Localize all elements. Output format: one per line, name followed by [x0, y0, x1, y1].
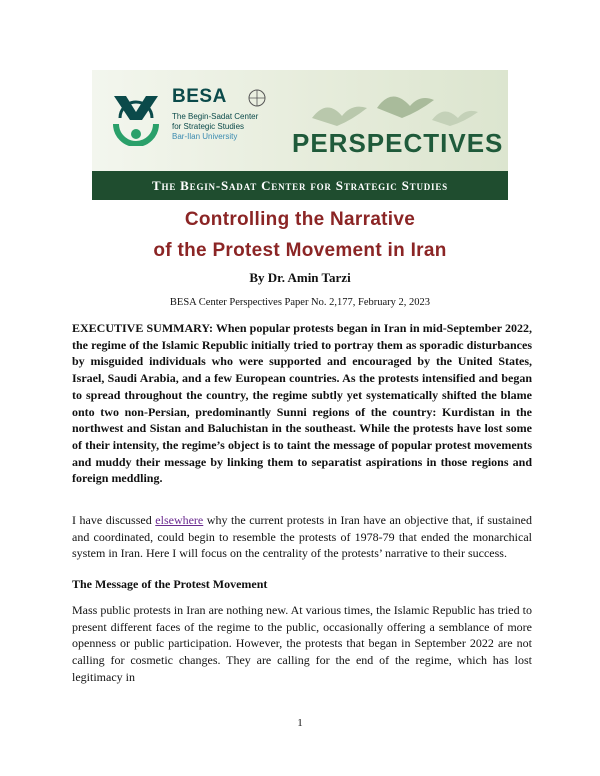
globe-icon	[246, 87, 268, 109]
brand-line-1: The Begin-Sadat Center	[172, 112, 259, 121]
perspectives-label: PERSPECTIVES	[292, 128, 504, 158]
paragraph-1	[72, 512, 532, 562]
paragraph-1-start: I have discussed	[72, 513, 156, 527]
brand-line-2: for Strategic Studies	[172, 122, 245, 131]
brand-name: BESA	[172, 86, 227, 107]
brand-line-3: Bar-Ilan University	[172, 132, 238, 141]
besa-logo-icon	[106, 82, 166, 146]
title-line-2: of the Protest Movement in Iran	[153, 240, 447, 261]
section-heading: The Message of the Protest Movement	[72, 577, 268, 591]
executive-summary: EXECUTIVE SUMMARY: When popular protests began in Iran in mid-September 2022, the regime of the Islamic Republic initially tried to portray them as sporadic disturbances by misguided individuals who were supported and encouraged by the United States, Israel, Saudi Arabia, and a few European countries. As the protests intensified and began to spread throughout the country, the regime subtly yet systematically shifted the blame onto two non-Persian, predominantly Sunni regions of the country: Kurdistan in the northwest and Sistan and Baluchistan in the southeast. While the protests have lost some of their intensity, the regime’s object is to taint the message of popular protest movements and muddy their message by linking them to separatist aspirations in those regions and foreign meddling.	[72, 321, 532, 486]
header-banner	[92, 70, 508, 200]
paragraph-2: Mass public protests in Iran are nothing new. At various times, the Islamic Republic has tried to present different faces of the regime to the public, occasionally offering a semblance of more openness or public participation. However, the protests that began in September 2022 are not calling for cosmetic changes. They are calling for the end of the regime, which has lost legitimacy in	[72, 603, 532, 684]
banner-top	[92, 70, 508, 171]
author: By Dr. Amin Tarzi	[249, 270, 351, 285]
center-name: The Begin-Sadat Center for Strategic Studies	[152, 177, 448, 193]
title-line-1: Controlling the Narrative	[184, 209, 416, 230]
banner-bar	[92, 171, 508, 200]
elsewhere-link[interactable]: elsewhere	[155, 513, 204, 527]
paper-meta: BESA Center Perspectives Paper No. 2,177, February 2, 2023	[169, 297, 431, 308]
page-number: 1	[297, 717, 303, 729]
paragraph-1-rest: why the current protests in Iran have an objective that, if sustained and coordinated, could begin to resemble the protests of 1978-79 that ended the monarchical system in Iran. Here I will focus on the centrality of the protests’ narrative to their success.	[72, 513, 532, 561]
